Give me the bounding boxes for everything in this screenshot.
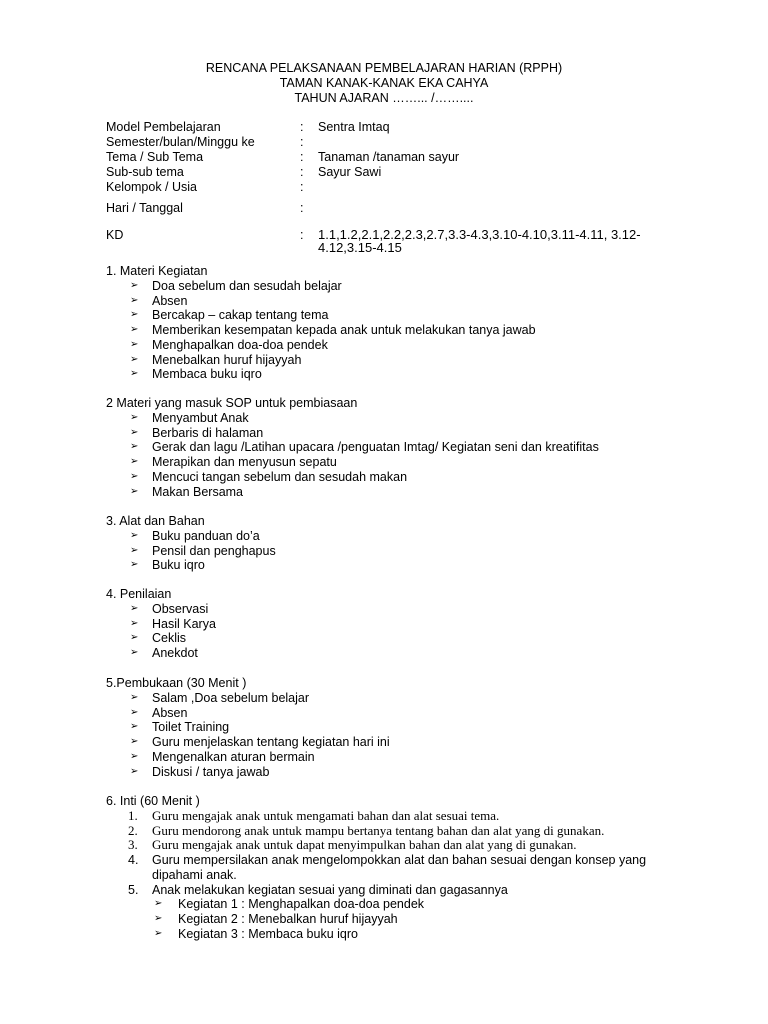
section-title: 3. Alat dan Bahan [106, 514, 205, 528]
arrow-bullet-icon: ➢ [130, 426, 139, 438]
info-value: Tanaman /tanaman sayur [318, 150, 460, 164]
arrow-bullet-icon: ➢ [130, 456, 139, 468]
arrow-bullet-icon: ➢ [154, 927, 163, 939]
list-item-text: Buku iqro [152, 558, 205, 573]
bullet-list [106, 602, 666, 661]
list-item [106, 338, 666, 353]
arrow-bullet-icon: ➢ [130, 544, 139, 556]
info-row-hari [106, 201, 666, 216]
list-item-text: Mencuci tangan sebelum dan sesudah makan [152, 469, 408, 484]
list-item-text: Salam ,Doa sebelum belajar [152, 691, 310, 705]
list-item-text: Menghapalkan doa-doa pendek [152, 337, 328, 352]
list-item-text: Mengenalkan aturan bermain [152, 749, 315, 764]
arrow-bullet-icon: ➢ [130, 603, 139, 614]
list-item-text: Kegiatan 2 : Menebalkan huruf hijayyah [178, 911, 398, 926]
arrow-bullet-icon: ➢ [130, 647, 139, 659]
list-item [106, 809, 666, 824]
list-item [106, 883, 666, 898]
bullet-list [106, 529, 666, 573]
list-item-text: Anekdot [152, 646, 198, 661]
arrow-bullet-icon: ➢ [130, 559, 139, 571]
arrow-bullet-icon: ➢ [130, 280, 139, 291]
list-item-text: Absen [152, 293, 188, 308]
info-label: Semester/bulan/Minggu ke [106, 135, 255, 149]
list-item-text: Memberikan kesempatan kepada anak untuk melakukan tanya jawab [152, 323, 536, 338]
list-item-text: Diskusi / tanya jawab [152, 764, 270, 779]
info-table [106, 120, 666, 258]
list-item [106, 750, 666, 765]
info-colon: : [300, 165, 304, 179]
info-row-subsub [106, 165, 666, 180]
bullet-list [106, 411, 666, 499]
info-label: Tema / Sub Tema [106, 150, 204, 164]
list-item [106, 631, 666, 646]
info-colon: : [300, 135, 304, 149]
info-colon: : [300, 180, 304, 194]
list-item [106, 544, 666, 559]
school-name: TAMAN KANAK-KANAK EKA CAHYA [279, 76, 489, 90]
list-item-text: Membaca buku iqro [152, 367, 262, 382]
list-item-text: Observasi [152, 602, 209, 616]
info-row-kelompok [106, 180, 666, 195]
list-item [106, 323, 666, 338]
arrow-bullet-icon: ➢ [130, 617, 139, 629]
arrow-bullet-icon: ➢ [130, 530, 139, 541]
arrow-bullet-icon: ➢ [130, 736, 139, 748]
list-number: 3. [128, 837, 138, 853]
list-item [106, 308, 666, 323]
info-value: 1.1,1.2,2.1,2.2,2.3,2.7,3.3-4.3,3.10-4.10,3.11-4.11, 3.12-4.12,3.15-4.15 [318, 227, 641, 255]
arrow-bullet-icon: ➢ [130, 470, 139, 482]
list-item-text: Guru mempersilakan anak mengelompokkan alat dan bahan sesuai dengan konsep yang dipahami anak. [152, 853, 647, 882]
arrow-bullet-icon: ➢ [154, 898, 163, 910]
academic-year: TAHUN AJARAN ……... /…….... [294, 91, 474, 105]
arrow-bullet-icon: ➢ [130, 324, 139, 336]
list-item [106, 824, 666, 839]
info-row-semester [106, 135, 666, 150]
info-label: KD [106, 228, 124, 242]
section-alat-bahan [106, 514, 666, 573]
info-label: Sub-sub tema [106, 165, 184, 179]
list-item [106, 691, 666, 706]
list-item [106, 617, 666, 632]
list-item [106, 367, 666, 382]
list-item-text: Pensil dan penghapus [152, 543, 276, 558]
list-item [106, 706, 666, 721]
section-inti [106, 794, 666, 941]
list-item-text: Doa sebelum dan sesudah belajar [152, 279, 342, 293]
list-item [106, 470, 666, 485]
info-label: Model Pembelajaran [106, 120, 221, 134]
section-materi-sop [106, 396, 666, 499]
list-item [106, 294, 666, 309]
list-item [106, 426, 666, 441]
list-item-text: Menyambut Anak [152, 411, 249, 425]
list-item-text: Guru menjelaskan tentang kegiatan hari ini [152, 735, 390, 750]
arrow-bullet-icon: ➢ [154, 912, 163, 924]
list-item-text: Guru mendorong anak untuk mampu bertanya tentang bahan dan alat yang di gunakan. [152, 822, 605, 838]
list-item [106, 720, 666, 735]
list-item [106, 735, 666, 750]
info-colon: : [300, 150, 304, 164]
list-item [106, 646, 666, 661]
list-number: 4. [128, 853, 139, 868]
bullet-list [106, 279, 666, 382]
list-item [106, 765, 666, 780]
arrow-bullet-icon: ➢ [130, 309, 139, 321]
info-row-model [106, 120, 666, 135]
info-label: Kelompok / Usia [106, 180, 198, 194]
section-title: 4. Penilaian [106, 587, 172, 601]
list-item-text: Absen [152, 705, 188, 720]
list-item-text: Guru mengajak anak untuk mengamati bahan dan alat sesuai tema. [152, 808, 500, 823]
sub-bullet-list [106, 897, 666, 941]
list-item [106, 279, 666, 294]
arrow-bullet-icon: ➢ [130, 632, 139, 644]
list-item-text: Menebalkan huruf hijayyah [152, 352, 302, 367]
section-title: 6. Inti (60 Menit ) [106, 794, 200, 808]
list-item [106, 897, 666, 912]
arrow-bullet-icon: ➢ [130, 721, 139, 733]
list-item-text: Merapikan dan menyusun sepatu [152, 455, 337, 470]
section-pembukaan [106, 676, 666, 779]
info-row-kd [106, 228, 666, 258]
list-item-text: Gerak dan lagu /Latihan upacara /penguatan Imtag/ Kegiatan seni dan kreatifitas [152, 440, 599, 455]
arrow-bullet-icon: ➢ [130, 441, 139, 453]
arrow-bullet-icon: ➢ [130, 750, 139, 762]
list-item [106, 838, 666, 853]
list-item [106, 853, 652, 882]
list-item-text: Hasil Karya [152, 616, 216, 631]
list-item [106, 912, 666, 927]
list-item-text: Ceklis [152, 631, 187, 646]
document-header [0, 61, 768, 106]
section-title: 2 Materi yang masuk SOP untuk pembiasaan [106, 396, 358, 410]
list-number: 1. [128, 808, 138, 823]
list-item [106, 411, 666, 426]
list-item [106, 485, 666, 500]
info-colon: : [300, 228, 304, 242]
list-item-text: Makan Bersama [152, 484, 244, 499]
arrow-bullet-icon: ➢ [130, 706, 139, 718]
arrow-bullet-icon: ➢ [130, 412, 139, 423]
list-item-text: Buku panduan do’a [152, 529, 260, 543]
section-title: 1. Materi Kegiatan [106, 264, 208, 278]
arrow-bullet-icon: ➢ [130, 294, 139, 306]
list-item-text: Bercakap – cakap tentang tema [152, 308, 329, 323]
info-colon: : [300, 201, 304, 215]
list-number: 5. [128, 882, 139, 897]
arrow-bullet-icon: ➢ [130, 353, 139, 365]
list-item-text: Anak melakukan kegiatan sesuai yang diminati dan gagasannya [152, 882, 508, 897]
info-label: Hari / Tanggal [106, 201, 183, 215]
list-item [106, 927, 666, 942]
info-value: Sayur Sawi [318, 165, 382, 179]
list-item [106, 558, 666, 573]
arrow-bullet-icon: ➢ [130, 692, 139, 703]
numbered-list [106, 809, 666, 897]
section-title: 5.Pembukaan (30 Menit ) [106, 676, 247, 690]
info-colon: : [300, 120, 304, 134]
section-penilaian [106, 587, 666, 661]
info-row-tema [106, 150, 666, 165]
list-item [106, 353, 666, 368]
document-title: RENCANA PELAKSANAAN PEMBELAJARAN HARIAN (RPPH) [205, 61, 563, 75]
list-number: 2. [128, 822, 138, 838]
arrow-bullet-icon: ➢ [130, 368, 139, 380]
section-materi-kegiatan [106, 264, 666, 382]
info-value: Sentra Imtaq [318, 120, 390, 134]
arrow-bullet-icon: ➢ [130, 338, 139, 350]
list-item-text: Kegiatan 3 : Membaca buku iqro [178, 926, 358, 941]
list-item-text: Toilet Training [152, 720, 230, 735]
list-item [106, 455, 666, 470]
list-item [106, 529, 666, 544]
list-item-text: Guru mengajak anak untuk dapat menyimpulkan bahan dan alat yang di gunakan. [152, 837, 577, 853]
arrow-bullet-icon: ➢ [130, 485, 139, 497]
arrow-bullet-icon: ➢ [130, 765, 139, 777]
list-item-text: Kegiatan 1 : Menghapalkan doa-doa pendek [178, 897, 425, 912]
list-item-text: Berbaris di halaman [152, 425, 264, 440]
list-item [106, 440, 666, 455]
list-item [106, 602, 666, 617]
bullet-list [106, 691, 666, 779]
